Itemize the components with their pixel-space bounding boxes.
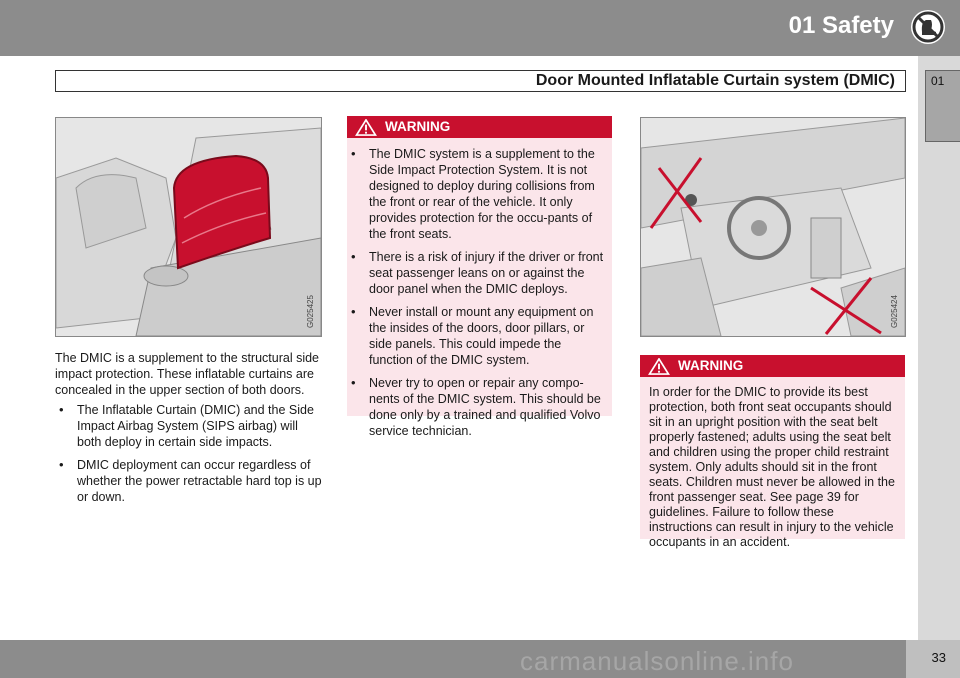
warning-box-dmic	[347, 116, 612, 438]
warning-header	[640, 355, 905, 377]
warning-title: WARNING	[385, 119, 451, 134]
interior-drawing	[641, 118, 905, 336]
interior-prohibited-illustration	[640, 117, 906, 337]
warning-header	[347, 116, 612, 138]
warning-triangle-icon	[355, 119, 377, 136]
section-title: Door Mounted Inflatable Curtain system (DMIC)	[55, 70, 906, 92]
warning-title: WARNING	[678, 358, 744, 373]
warning-box-seating	[640, 355, 905, 549]
watermark: carmanualsonline.info	[520, 646, 794, 676]
intro-paragraph: The DMIC is a supplement to the structural side impact protection. These inflatable curtains are concealed in the upper section of both doors.	[55, 351, 320, 397]
chapter-title: 01 Safety	[788, 12, 894, 39]
door-airbag-drawing	[56, 118, 321, 336]
warning-triangle-icon	[648, 358, 670, 375]
footer-bar	[0, 640, 960, 678]
list-item: • Never install or mount any equipment on the insides of the doors, door pillars, or side panels. This could impede the function of the DMIC system.	[347, 304, 605, 368]
door-airbag-illustration	[55, 117, 322, 337]
list-item: • The DMIC system is a supplement to the Side Impact Protection System. It is not designed to deploy during collisions from the front or rear of the vehicle. It only provides protection for the occu-pants of the front seats.	[347, 146, 605, 242]
no-child-seat-icon	[909, 8, 947, 46]
figure-code-left: G025425	[306, 295, 315, 328]
warning-text: In order for the DMIC to provide its best protection, both front seat occupants should sit in an upright position with the seat belt properly fastened; adults using the seat belt and children using the proper child restraint system. Only adults should sit in the front seats. Children must never be allowed in the front passenger seat. See page 39 for guidelines. Failure to follow these instructions can result in injury to the vehicle occupants in an accident.	[649, 385, 895, 549]
list-item: • The Inflatable Curtain (DMIC) and the Side Impact Airbag System (SIPS airbag) will both deploy in certain side impacts.	[55, 402, 323, 450]
list-item: • Never try to open or repair any compo-nents of the DMIC system. This should be done only by a trained and qualified Volvo service technician.	[347, 375, 605, 439]
side-tab-strip	[918, 56, 960, 640]
warning-bullet-list	[347, 146, 605, 439]
list-item: • DMIC deployment can occur regardless of whether the power retractable hard top is up or down.	[55, 457, 323, 505]
left-bullet-list	[55, 402, 323, 512]
page-number: 33	[931, 650, 946, 665]
list-item: • There is a risk of injury if the driver or front seat passenger leans on or against the door panel when the DMIC deploys.	[347, 249, 605, 297]
figure-code-right: G025424	[890, 295, 899, 328]
side-tab-label: 01	[931, 74, 945, 88]
